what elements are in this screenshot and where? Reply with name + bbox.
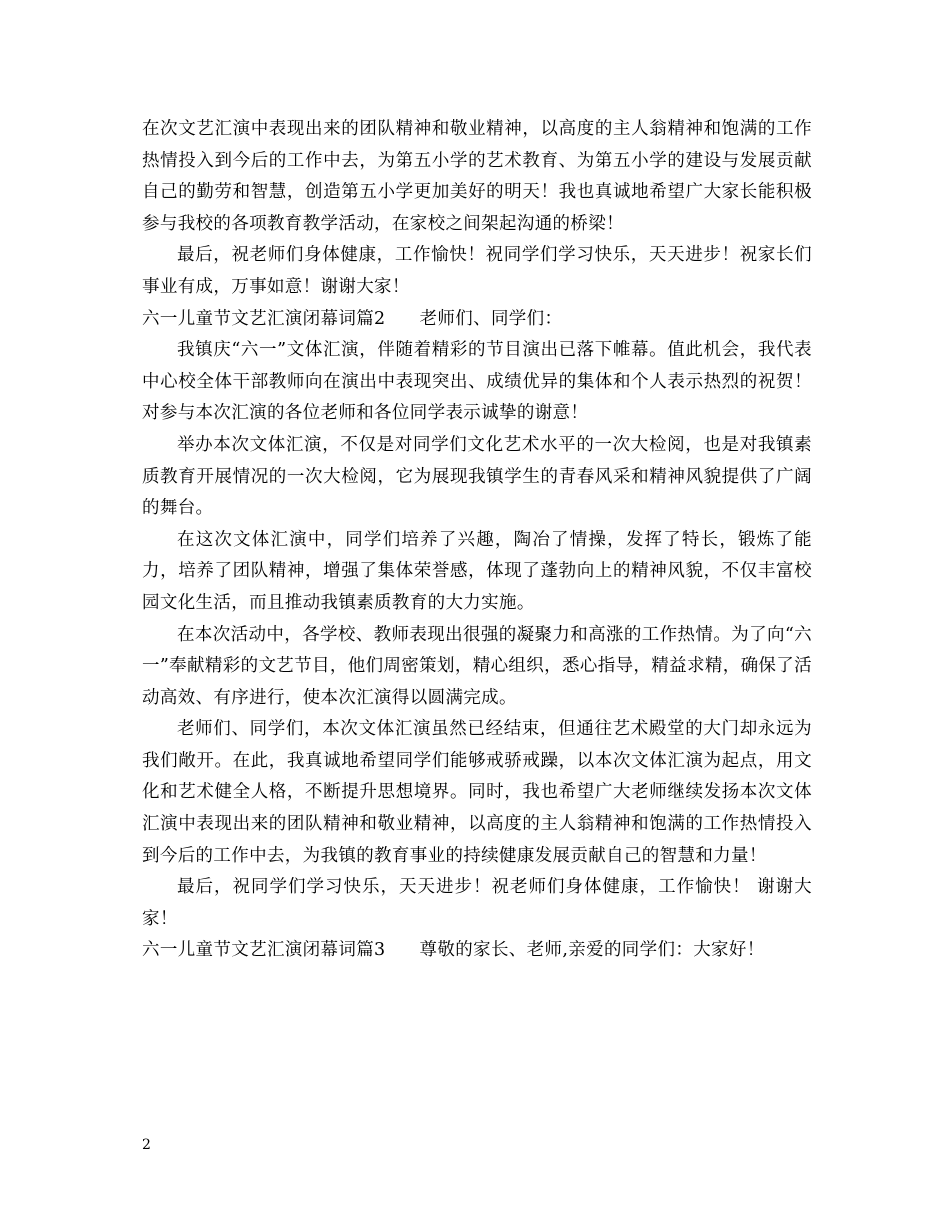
page-number: 2: [142, 1137, 151, 1153]
section-heading-3: [142, 935, 812, 967]
section-greeting: 老师们、同学们：: [419, 308, 563, 329]
document-body: [142, 114, 812, 967]
paragraph: 在本次活动中，各学校、教师表现出很强的凝聚力和高涨的工作热情。为了向“六一”奉献精彩的文艺节目，他们周密策划，精心组织，悉心指导，精益求精，确保了活动高效、有序进行，使本次汇演得以圆满完成。: [142, 624, 812, 708]
section-heading-2: [142, 304, 812, 336]
paragraph-continuation: 在次文艺汇演中表现出来的团队精神和敬业精神，以高度的主人翁精神和饱满的工作热情投入到今后的工作中去，为第五小学的艺术教育、为第五小学的建设与发展贡献自己的勤劳和智慧，创造第五小学更加美好的明天！我也真诚地希望广大家长能积极参与我校的各项教育教学活动，在家校之间架起沟通的桥梁！: [142, 119, 812, 234]
paragraph-closing-wishes-2: 最后，祝同学们学习快乐，天天进步！祝老师们身体健康，工作愉快！ 谢谢大家！: [142, 877, 812, 929]
section-title: 六一儿童节文艺汇演闭幕词篇2: [142, 308, 386, 329]
paragraph: 我镇庆“六一”文体汇演，伴随着精彩的节目演出已落下帷幕。值此机会，我代表中心校全体干部教师向在演出中表现突出、成绩优异的集体和个人表示热烈的祝贺！对参与本次汇演的各位老师和各位同学表示诚挚的谢意！: [142, 340, 812, 424]
paragraph: 老师们、同学们，本次文体汇演虽然已经结束，但通往艺术殿堂的大门却永远为我们敞开。在此，我真诚地希望同学们能够戒骄戒躁，以本次文体汇演为起点，用文化和艺术健全人格，不断提升思想境界。同时，我也希望广大老师继续发扬本次文体汇演中表现出来的团队精神和敬业精神，以高度的主人翁精神和饱满的工作热情投入到今后的工作中去，为我镇的教育事业的持续健康发展贡献自己的智慧和力量！: [142, 719, 812, 866]
paragraph: 举办本次文体汇演，不仅是对同学们文化艺术水平的一次大检阅，也是对我镇素质教育开展情况的一次大检阅，它为展现我镇学生的青春风采和精神风貌提供了广阔的舞台。: [142, 434, 812, 519]
paragraph: 在这次文体汇演中，同学们培养了兴趣，陶冶了情操，发挥了特长，锻炼了能力，培养了团队精神，增强了集体荣誉感，体现了蓬勃向上的精神风貌，不仅丰富校园文化生活，而且推动我镇素质教育的大力实施。: [142, 529, 812, 613]
paragraph-closing-wishes-1: 最后，祝老师们身体健康，工作愉快！祝同学们学习快乐，天天进步！祝家长们事业有成，万事如意！谢谢大家！: [142, 245, 812, 297]
section-greeting: 尊敬的家长、老师,亲爱的同学们：大家好！: [419, 940, 765, 961]
section-title: 六一儿童节文艺汇演闭幕词篇3: [142, 940, 386, 961]
